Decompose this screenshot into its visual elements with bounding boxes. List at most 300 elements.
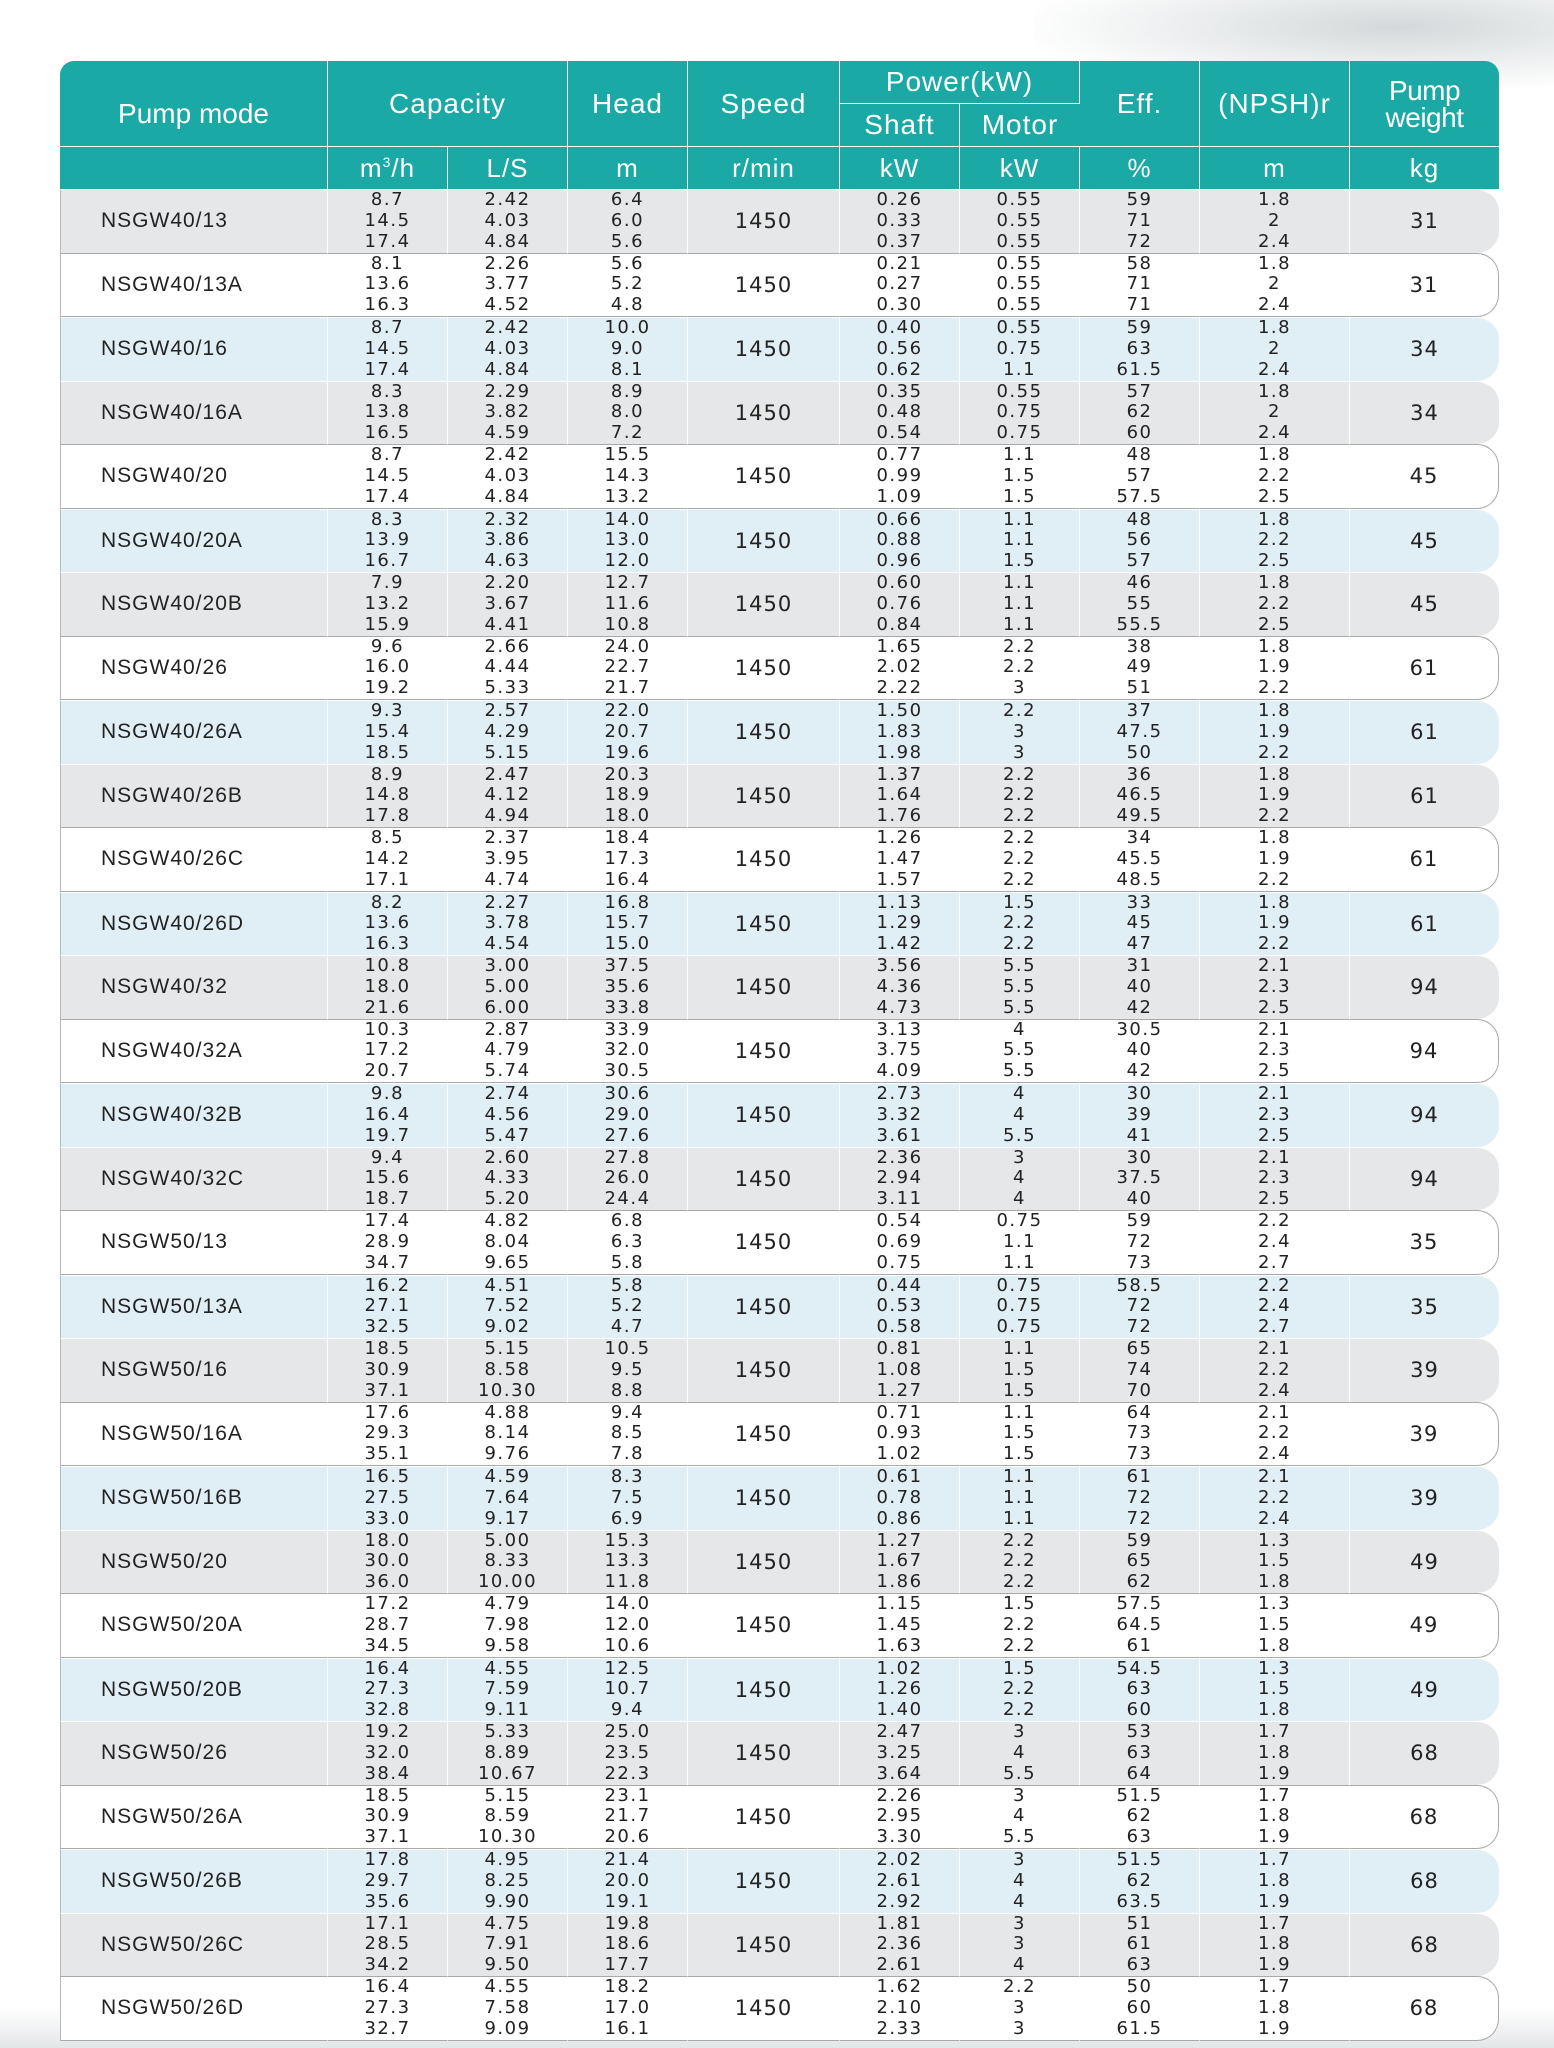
- cell-head-value: 9.5: [610, 1358, 645, 1380]
- cell-capacity-m3h-value: 33.0: [364, 1507, 411, 1529]
- cell-capacity-ls-value: 8.14: [484, 1422, 531, 1444]
- cell-pump-weight: 34: [1350, 381, 1499, 445]
- cell-head: [568, 444, 688, 509]
- cell-npsh: [1200, 1210, 1350, 1275]
- cell-capacity-m3h-value: 8.2: [370, 891, 405, 913]
- cell-npsh-value: 1.8: [1257, 1699, 1292, 1721]
- cell-capacity-ls: [448, 764, 568, 828]
- cell-efficiency: [1080, 1275, 1200, 1339]
- cell-head-value: 27.8: [604, 1146, 651, 1168]
- unit-npsh: m: [1200, 147, 1350, 189]
- cell-npsh: [1200, 444, 1350, 509]
- cell-shaft-power-value: 3.64: [876, 1762, 923, 1784]
- cell-motor-power-value: 1.1: [1002, 613, 1037, 635]
- cell-shaft-power: [840, 1338, 960, 1402]
- cell-speed: 1450: [688, 892, 840, 956]
- cell-efficiency-value: 72: [1126, 1507, 1153, 1529]
- cell-shaft-power-value: 1.65: [876, 635, 923, 657]
- cell-efficiency-value: 48.5: [1116, 868, 1163, 890]
- cell-motor-power: [960, 509, 1080, 573]
- cell-efficiency: [1080, 1466, 1200, 1530]
- cell-capacity-ls-value: 5.20: [484, 1188, 531, 1210]
- cell-npsh-value: 2.4: [1257, 230, 1292, 252]
- cell-shaft-power-value: 0.61: [876, 1466, 923, 1488]
- table-row: [60, 381, 1499, 445]
- cell-efficiency: [1080, 1976, 1200, 2041]
- cell-npsh-value: 1.7: [1257, 1784, 1292, 1806]
- cell-shaft-power-value: 2.95: [876, 1805, 923, 1827]
- cell-capacity-m3h-value: 17.4: [364, 1210, 411, 1232]
- cell-npsh-value: 2.4: [1257, 1295, 1292, 1317]
- cell-shaft-power-value: 0.71: [876, 1401, 923, 1423]
- cell-pump-model: NSGW50/16B: [60, 1466, 328, 1530]
- cell-motor-power-value: 3: [1013, 1784, 1026, 1806]
- cell-efficiency: [1080, 572, 1200, 636]
- cell-capacity-m3h-value: 9.4: [370, 1146, 405, 1168]
- cell-pump-model: NSGW40/13: [60, 189, 328, 253]
- cell-pump-model: NSGW50/20B: [60, 1658, 328, 1722]
- cell-npsh: [1200, 1721, 1350, 1785]
- cell-npsh: [1200, 700, 1350, 764]
- cell-capacity-m3h-value: 8.7: [370, 189, 405, 211]
- cell-efficiency: [1080, 253, 1200, 318]
- cell-capacity-m3h-value: 32.0: [364, 1741, 411, 1763]
- cell-capacity-m3h-value: 27.3: [364, 1996, 411, 2018]
- cell-capacity-m3h-value: 37.1: [364, 1826, 411, 1848]
- cell-head-value: 16.8: [604, 891, 651, 913]
- cell-motor-power-value: 3: [1013, 1721, 1026, 1743]
- cell-capacity-m3h-value: 16.7: [364, 550, 411, 572]
- cell-head: [568, 892, 688, 956]
- cell-speed: 1450: [688, 1275, 840, 1339]
- cell-npsh-value: 1.9: [1257, 1826, 1292, 1848]
- cell-shaft-power-value: 1.83: [876, 720, 923, 742]
- cell-efficiency-value: 72: [1126, 230, 1153, 252]
- cell-efficiency-value: 72: [1126, 1316, 1153, 1338]
- cell-capacity-ls: [448, 892, 568, 956]
- cell-capacity-ls-value: 10.30: [477, 1379, 538, 1401]
- cell-motor-power-value: 0.55: [996, 294, 1043, 316]
- cell-motor-power-value: 1.1: [1002, 358, 1037, 380]
- cell-shaft-power: [840, 1658, 960, 1722]
- cell-efficiency: [1080, 1402, 1200, 1467]
- cell-npsh: [1200, 381, 1350, 445]
- cell-motor-power-value: 3: [1013, 1933, 1026, 1955]
- cell-npsh: [1200, 1593, 1350, 1658]
- cell-head-value: 8.8: [610, 1379, 645, 1401]
- cell-npsh-value: 2.4: [1257, 358, 1292, 380]
- cell-capacity-m3h-value: 10.8: [364, 955, 411, 977]
- cell-capacity-ls-value: 4.03: [484, 464, 531, 486]
- cell-shaft-power-value: 1.98: [876, 741, 923, 763]
- cell-efficiency: [1080, 189, 1200, 253]
- cell-motor-power: [960, 253, 1080, 318]
- cell-shaft-power-value: 0.84: [876, 613, 923, 635]
- cell-capacity-ls-value: 4.52: [484, 294, 531, 316]
- cell-efficiency-value: 49.5: [1116, 805, 1163, 827]
- cell-capacity-ls-value: 4.55: [484, 1657, 531, 1679]
- cell-motor-power-value: 2.2: [1002, 1699, 1037, 1721]
- header-shaft: Shaft: [840, 104, 960, 147]
- cell-head-value: 9.4: [610, 1699, 645, 1721]
- cell-efficiency-value: 45: [1126, 912, 1153, 934]
- cell-head-value: 15.3: [604, 1529, 651, 1551]
- cell-capacity-ls-value: 4.41: [484, 613, 531, 635]
- cell-efficiency-value: 46.5: [1116, 784, 1163, 806]
- header-pump-weight-line2: weight: [1385, 101, 1464, 133]
- cell-capacity-ls-value: 5.00: [484, 975, 531, 997]
- header-head: Head: [568, 61, 688, 147]
- cell-shaft-power-value: 1.27: [876, 1379, 923, 1401]
- cell-motor-power-value: 2.2: [1002, 1634, 1037, 1656]
- cell-head-value: 18.2: [604, 1976, 651, 1998]
- cell-npsh-value: 2.5: [1257, 1188, 1292, 1210]
- cell-efficiency-value: 62: [1126, 1571, 1153, 1593]
- cell-head-value: 16.1: [604, 2017, 651, 2039]
- cell-shaft-power-value: 2.26: [876, 1784, 923, 1806]
- cell-speed: 1450: [688, 1976, 840, 2041]
- cell-motor-power-value: 3: [1013, 1996, 1026, 2018]
- cell-motor-power: [960, 189, 1080, 253]
- cell-capacity-ls-value: 2.42: [484, 189, 531, 211]
- cell-efficiency: [1080, 1849, 1200, 1913]
- cell-capacity-m3h: [328, 1593, 448, 1658]
- cell-head-value: 17.3: [604, 847, 651, 869]
- cell-pump-model: NSGW50/26D: [60, 1976, 328, 2041]
- cell-shaft-power-value: 1.50: [876, 700, 923, 722]
- cell-shaft-power-value: 0.21: [876, 252, 923, 274]
- cell-efficiency-value: 36: [1126, 763, 1153, 785]
- cell-npsh-value: 1.5: [1257, 1613, 1292, 1635]
- cell-efficiency-value: 55: [1126, 592, 1153, 614]
- cell-motor-power-value: 4: [1013, 1869, 1026, 1891]
- cell-motor-power-value: 0.75: [996, 1295, 1043, 1317]
- cell-motor-power-value: 2.2: [1002, 847, 1037, 869]
- cell-capacity-ls-value: 7.64: [484, 1486, 531, 1508]
- cell-efficiency-value: 34: [1126, 827, 1153, 849]
- cell-npsh-value: 2.2: [1257, 868, 1292, 890]
- cell-efficiency-value: 47: [1126, 933, 1153, 955]
- cell-npsh-value: 1.8: [1257, 1571, 1292, 1593]
- cell-capacity-m3h-value: 27.5: [364, 1486, 411, 1508]
- header-speed: Speed: [688, 61, 840, 147]
- cell-capacity-ls-value: 2.57: [484, 700, 531, 722]
- cell-motor-power: [960, 1275, 1080, 1339]
- cell-pump-weight: 45: [1350, 444, 1499, 509]
- cell-npsh-value: 2.5: [1257, 1124, 1292, 1146]
- cell-capacity-ls-value: 3.82: [484, 401, 531, 423]
- cell-npsh-value: 2.5: [1257, 613, 1292, 635]
- cell-efficiency-value: 30: [1126, 1146, 1153, 1168]
- cell-capacity-ls-value: 2.32: [484, 508, 531, 530]
- cell-efficiency-value: 61.5: [1116, 2017, 1163, 2039]
- cell-npsh-value: 1.8: [1257, 891, 1292, 913]
- cell-efficiency-value: 38: [1126, 635, 1153, 657]
- cell-capacity-m3h-value: 29.7: [364, 1869, 411, 1891]
- cell-efficiency-value: 40: [1126, 1039, 1153, 1061]
- cell-head-value: 15.5: [604, 444, 651, 466]
- cell-npsh-value: 2.1: [1257, 1018, 1292, 1040]
- cell-capacity-ls-value: 4.12: [484, 784, 531, 806]
- cell-npsh-value: 2.2: [1257, 1422, 1292, 1444]
- cell-efficiency-value: 51.5: [1116, 1784, 1163, 1806]
- cell-motor-power-value: 3: [1013, 677, 1026, 699]
- cell-shaft-power-value: 0.53: [876, 1295, 923, 1317]
- cell-shaft-power-value: 0.75: [876, 1251, 923, 1273]
- cell-capacity-m3h-value: 14.8: [364, 784, 411, 806]
- cell-npsh-value: 1.8: [1257, 189, 1292, 211]
- cell-npsh-value: 1.8: [1257, 444, 1292, 466]
- cell-capacity-m3h-value: 16.3: [364, 933, 411, 955]
- cell-shaft-power-value: 2.61: [876, 1954, 923, 1976]
- cell-efficiency-value: 62: [1126, 1869, 1153, 1891]
- table-row: [60, 317, 1499, 381]
- cell-shaft-power-value: 3.11: [876, 1188, 923, 1210]
- cell-motor-power-value: 3: [1013, 1849, 1026, 1871]
- unit-speed: r/min: [688, 147, 840, 189]
- cell-capacity-m3h: [328, 1530, 448, 1594]
- cell-capacity-m3h-value: 28.9: [364, 1230, 411, 1252]
- cell-pump-model: NSGW40/26B: [60, 764, 328, 828]
- cell-pump-model: NSGW40/26C: [60, 827, 328, 892]
- cell-capacity-ls-value: 2.74: [484, 1083, 531, 1105]
- cell-capacity-ls: [448, 1275, 568, 1339]
- cell-capacity-m3h-value: 8.9: [370, 763, 405, 785]
- cell-capacity-ls-value: 9.76: [484, 1443, 531, 1465]
- cell-efficiency-value: 59: [1126, 1210, 1153, 1232]
- cell-head-value: 5.6: [610, 252, 645, 274]
- cell-npsh-value: 1.9: [1257, 2017, 1292, 2039]
- cell-pump-model: NSGW50/26C: [60, 1913, 328, 1977]
- cell-capacity-m3h-value: 19.2: [364, 1721, 411, 1743]
- cell-shaft-power-value: 0.48: [876, 401, 923, 423]
- cell-npsh-value: 2: [1268, 209, 1281, 231]
- cell-capacity-ls-value: 9.11: [484, 1699, 531, 1721]
- cell-speed: 1450: [688, 827, 840, 892]
- cell-head-value: 12.0: [604, 1613, 651, 1635]
- cell-speed: 1450: [688, 317, 840, 381]
- cell-shaft-power-value: 1.15: [876, 1593, 923, 1615]
- cell-motor-power-value: 5.5: [1002, 975, 1037, 997]
- cell-head-value: 19.8: [604, 1912, 651, 1934]
- cell-npsh-value: 1.8: [1257, 1741, 1292, 1763]
- pump-spec-table: [60, 61, 1499, 2041]
- cell-npsh-value: 1.5: [1257, 1678, 1292, 1700]
- table-row: [60, 1338, 1499, 1402]
- cell-capacity-ls-value: 4.88: [484, 1401, 531, 1423]
- cell-capacity-ls: [448, 827, 568, 892]
- cell-motor-power: [960, 1210, 1080, 1275]
- cell-npsh-value: 1.8: [1257, 1869, 1292, 1891]
- cell-head-value: 10.8: [604, 613, 651, 635]
- cell-head-value: 26.0: [604, 1167, 651, 1189]
- cell-shaft-power-value: 1.29: [876, 912, 923, 934]
- cell-capacity-m3h-value: 8.7: [370, 317, 405, 339]
- cell-npsh: [1200, 1019, 1350, 1084]
- cell-capacity-m3h-value: 35.1: [364, 1443, 411, 1465]
- cell-npsh-value: 2: [1268, 401, 1281, 423]
- cell-head: [568, 1275, 688, 1339]
- cell-efficiency-value: 58: [1126, 252, 1153, 274]
- cell-capacity-m3h-value: 16.3: [364, 294, 411, 316]
- cell-capacity-ls: [448, 1785, 568, 1850]
- cell-head-value: 19.1: [604, 1890, 651, 1912]
- cell-head-value: 33.9: [604, 1018, 651, 1040]
- cell-pump-weight: 34: [1350, 317, 1499, 381]
- cell-shaft-power-value: 1.27: [876, 1529, 923, 1551]
- cell-head-value: 11.6: [604, 592, 651, 614]
- cell-speed: 1450: [688, 1913, 840, 1977]
- cell-motor-power-value: 1.5: [1002, 1593, 1037, 1615]
- cell-capacity-m3h-value: 37.1: [364, 1379, 411, 1401]
- cell-head-value: 6.3: [610, 1230, 645, 1252]
- cell-pump-weight: 94: [1350, 1147, 1499, 1211]
- cell-motor-power-value: 0.75: [996, 1210, 1043, 1232]
- cell-shaft-power-value: 0.54: [876, 1210, 923, 1232]
- cell-pump-model: NSGW40/26A: [60, 700, 328, 764]
- cell-npsh: [1200, 764, 1350, 828]
- spec-table-body: [60, 189, 1499, 2041]
- cell-motor-power-value: 1.1: [1002, 508, 1037, 530]
- cell-capacity-ls-value: 2.42: [484, 444, 531, 466]
- cell-capacity-m3h-value: 17.8: [364, 1849, 411, 1871]
- cell-capacity-ls-value: 9.58: [484, 1634, 531, 1656]
- cell-efficiency-value: 61: [1126, 1634, 1153, 1656]
- cell-head-value: 6.0: [610, 209, 645, 231]
- cell-motor-power: [960, 444, 1080, 509]
- cell-shaft-power-value: 1.02: [876, 1657, 923, 1679]
- cell-capacity-m3h-value: 16.2: [364, 1274, 411, 1296]
- cell-capacity-ls-value: 2.87: [484, 1018, 531, 1040]
- cell-capacity-m3h: [328, 892, 448, 956]
- cell-efficiency-value: 37.5: [1116, 1167, 1163, 1189]
- cell-npsh-value: 2.4: [1257, 1379, 1292, 1401]
- cell-npsh-value: 1.9: [1257, 784, 1292, 806]
- cell-head-value: 30.6: [604, 1083, 651, 1105]
- cell-capacity-m3h-value: 18.5: [364, 1784, 411, 1806]
- cell-efficiency-value: 30.5: [1116, 1018, 1163, 1040]
- cell-efficiency-value: 62: [1126, 401, 1153, 423]
- cell-shaft-power: [840, 1466, 960, 1530]
- cell-shaft-power: [840, 1210, 960, 1275]
- cell-efficiency-value: 61.5: [1116, 358, 1163, 380]
- cell-capacity-ls-value: 9.65: [484, 1251, 531, 1273]
- cell-capacity-ls-value: 7.59: [484, 1678, 531, 1700]
- cell-shaft-power-value: 0.66: [876, 508, 923, 530]
- cell-npsh-value: 2.5: [1257, 996, 1292, 1018]
- cell-head-value: 18.9: [604, 784, 651, 806]
- table-row: [60, 636, 1499, 701]
- cell-capacity-ls-value: 2.60: [484, 1146, 531, 1168]
- cell-npsh-value: 2.5: [1257, 550, 1292, 572]
- table-row: [60, 1083, 1499, 1147]
- cell-head: [568, 827, 688, 892]
- cell-motor-power: [960, 1976, 1080, 2041]
- cell-efficiency-value: 31: [1126, 955, 1153, 977]
- cell-npsh-value: 1.8: [1257, 252, 1292, 274]
- cell-capacity-m3h-value: 9.6: [370, 635, 405, 657]
- cell-capacity-ls-value: 4.55: [484, 1976, 531, 1998]
- cell-npsh-value: 2.3: [1257, 1103, 1292, 1125]
- cell-shaft-power-value: 0.44: [876, 1274, 923, 1296]
- cell-motor-power: [960, 381, 1080, 445]
- cell-npsh-value: 2.3: [1257, 1167, 1292, 1189]
- cell-shaft-power: [840, 381, 960, 445]
- cell-head-value: 7.5: [610, 1486, 645, 1508]
- cell-head: [568, 1147, 688, 1211]
- cell-head-value: 17.7: [604, 1954, 651, 1976]
- cell-capacity-m3h-value: 28.7: [364, 1613, 411, 1635]
- cell-shaft-power-value: 0.30: [876, 294, 923, 316]
- cell-efficiency-value: 46: [1126, 572, 1153, 594]
- cell-efficiency-value: 59: [1126, 1529, 1153, 1551]
- cell-motor-power-value: 0.55: [996, 317, 1043, 339]
- cell-head-value: 10.0: [604, 317, 651, 339]
- cell-capacity-m3h-value: 27.3: [364, 1678, 411, 1700]
- cell-capacity-m3h-value: 14.5: [364, 464, 411, 486]
- cell-capacity-ls: [448, 444, 568, 509]
- cell-head-value: 13.0: [604, 529, 651, 551]
- cell-head-value: 18.4: [604, 827, 651, 849]
- cell-shaft-power-value: 2.47: [876, 1721, 923, 1743]
- cell-efficiency-value: 71: [1126, 209, 1153, 231]
- cell-pump-model: NSGW50/26: [60, 1721, 328, 1785]
- cell-efficiency: [1080, 317, 1200, 381]
- cell-efficiency-value: 72: [1126, 1295, 1153, 1317]
- cell-shaft-power-value: 2.92: [876, 1890, 923, 1912]
- cell-npsh-value: 2: [1268, 273, 1281, 295]
- cell-pump-weight: 68: [1350, 1849, 1499, 1913]
- cell-capacity-ls-value: 4.95: [484, 1849, 531, 1871]
- cell-efficiency-value: 37: [1126, 700, 1153, 722]
- cell-shaft-power: [840, 509, 960, 573]
- cell-motor-power-value: 1.5: [1002, 1443, 1037, 1465]
- cell-head-value: 8.3: [610, 1466, 645, 1488]
- header-motor: Motor: [960, 104, 1080, 147]
- cell-head-value: 24.4: [604, 1188, 651, 1210]
- cell-motor-power-value: 2.2: [1002, 635, 1037, 657]
- cell-capacity-ls: [448, 1658, 568, 1722]
- cell-head-value: 7.2: [610, 422, 645, 444]
- unit-cap-ls: L/S: [448, 147, 568, 189]
- cell-capacity-m3h-value: 36.0: [364, 1571, 411, 1593]
- cell-motor-power-value: 3: [1013, 720, 1026, 742]
- cell-capacity-m3h-value: 17.6: [364, 1401, 411, 1423]
- cell-head-value: 5.2: [610, 1295, 645, 1317]
- cell-capacity-ls: [448, 1976, 568, 2041]
- cell-npsh-value: 1.8: [1257, 572, 1292, 594]
- cell-capacity-ls-value: 4.74: [484, 868, 531, 890]
- cell-motor-power-value: 3: [1013, 1146, 1026, 1168]
- cell-capacity-ls-value: 10.00: [477, 1571, 538, 1593]
- cell-capacity-ls-value: 2.27: [484, 891, 531, 913]
- table-row: [60, 1913, 1499, 1977]
- cell-motor-power: [960, 1019, 1080, 1084]
- cell-capacity-m3h-value: 10.3: [364, 1018, 411, 1040]
- table-row: [60, 1721, 1499, 1785]
- cell-motor-power-value: 1.1: [1002, 1251, 1037, 1273]
- cell-head-value: 29.0: [604, 1103, 651, 1125]
- cell-shaft-power: [840, 1275, 960, 1339]
- cell-capacity-ls: [448, 1849, 568, 1913]
- cell-shaft-power: [840, 1721, 960, 1785]
- cell-shaft-power: [840, 1019, 960, 1084]
- cell-npsh: [1200, 189, 1350, 253]
- cell-capacity-m3h-value: 35.6: [364, 1890, 411, 1912]
- cell-capacity-ls-value: 8.89: [484, 1741, 531, 1763]
- cell-shaft-power-value: 2.36: [876, 1146, 923, 1168]
- cell-shaft-power-value: 1.45: [876, 1613, 923, 1635]
